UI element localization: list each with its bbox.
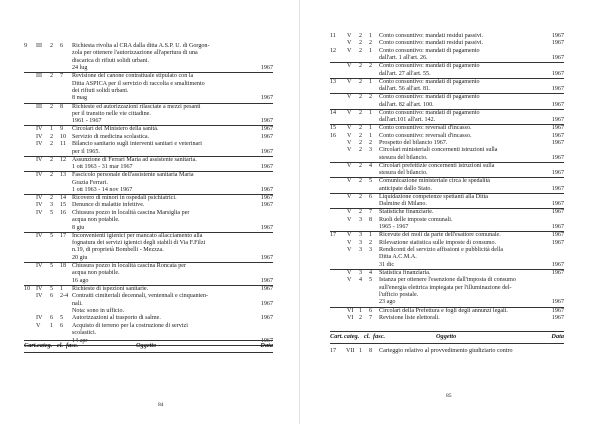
entry-data: 1967 [260, 315, 273, 322]
header-cart: Cart. [330, 333, 344, 340]
entry-cl: 3 [359, 216, 363, 223]
entry-categ: V [347, 209, 352, 216]
entry-oggetto: Conto consuntivo: reversali d'incasso. [379, 125, 472, 132]
entry-data: 1967 [551, 40, 564, 47]
entry-oggetto: Circolari prefettizie concernenti istruzioni sulla [379, 162, 495, 169]
entry-oggetto: Dalmine di Milano. [379, 201, 427, 208]
entry-cl: 2 [359, 63, 363, 70]
entry-categ: V [347, 277, 352, 284]
entry-row [330, 315, 564, 322]
entry-fasc: 10 [60, 133, 67, 140]
entry-fasc: 8 [369, 348, 373, 354]
entry-fasc: 13 [60, 172, 67, 179]
entry-oggetto: scolastici. [72, 330, 97, 337]
entry-cl: 2 [359, 132, 363, 139]
entry-cl: 2 [359, 147, 363, 154]
entry-oggetto: fognatura dei servizi igienici degli stabili di Via F.Filzi [72, 240, 206, 247]
entry-oggetto: dall'art. 27 all'art. 55. [379, 70, 431, 77]
entry-cl: 2 [359, 109, 363, 116]
entry-oggetto: Ricevute dei moli da parte dell'esattore comunale. [379, 232, 501, 239]
entry-fasc: 7 [369, 314, 373, 321]
entry-row [330, 147, 564, 154]
entry-categ: V [347, 125, 352, 132]
entry-categ: V [347, 78, 352, 85]
entry-categ: V [347, 178, 352, 185]
entry-fasc: 4 [369, 162, 373, 169]
entry-row [330, 140, 564, 147]
entry-cl: 6 [50, 293, 54, 300]
entry-cl: 2 [50, 172, 54, 179]
entry-categ: IV [36, 209, 43, 216]
entry-fasc: 15 [60, 202, 67, 209]
entry-oggetto: Chiusura pozzo in località cascina Roncata per [72, 262, 187, 269]
entry-categ: V [347, 63, 352, 70]
entry-fasc: 6 [60, 43, 64, 49]
entry-fasc: 17 [60, 232, 67, 239]
entry-categ: V [347, 94, 352, 101]
entry-categ: IV [36, 232, 43, 239]
entry-data: 1967 [551, 239, 564, 246]
entry-oggetto: acqua non potabile. [72, 270, 120, 277]
entry-oggetto: Circolari ministeriali concernenti istruzioni sulla [379, 147, 498, 154]
entry-oggetto: discarica di rifiuti solidi urbani. [72, 57, 149, 64]
entry-cl: 2 [359, 178, 363, 185]
entry-fasc: 7 [369, 209, 373, 216]
entry-data: 1967 [551, 154, 564, 161]
entry-fasc: 1 [369, 33, 373, 39]
entry-data: 1967 [260, 118, 273, 125]
header-categ: categ. [344, 333, 360, 340]
entry-data: 1967 [260, 95, 273, 102]
entry-oggetto: 24 lug [72, 65, 88, 72]
entry-cart: 16 [330, 132, 337, 139]
entry-categ: IV [36, 133, 43, 140]
entry-cart: 10 [24, 285, 31, 292]
entry-data: 1967 [260, 337, 273, 344]
entry-cl: 6 [50, 315, 54, 322]
entry-data: 1967 [551, 307, 564, 314]
entry-categ: VII [346, 348, 355, 354]
entry-oggetto: Richieste ed autorizzazioni rilasciate a mezzi pesanti [72, 103, 201, 110]
entry-data: 1967 [260, 133, 273, 140]
entry-data: 1967 [551, 269, 564, 276]
entry-oggetto: Ditta A.C.M.A. [379, 254, 417, 261]
entry-data: 1967 [260, 186, 273, 193]
entry-categ: V [36, 322, 41, 329]
entry-fasc: 11 [60, 141, 66, 148]
entry-oggetto: Carteggio relativo al provvedimento giudiziario contro [379, 348, 513, 354]
entry-cl: 2 [50, 73, 54, 80]
entry-cl: 5 [50, 285, 54, 292]
entry-oggetto: Fascicolo personale dell'assistente sanitaria Maria [72, 172, 194, 179]
entry-data: 1967 [551, 232, 564, 239]
entry-row [330, 270, 564, 277]
entry-cl: 2 [359, 314, 363, 321]
entry-fasc: 2-4 [60, 293, 69, 300]
entry-data: 1967 [551, 261, 564, 268]
entry-oggetto: Ricovero di minori in ospedali psichiatrici. [72, 195, 177, 202]
entry-row [330, 308, 564, 315]
entry-fasc: 5 [369, 178, 373, 185]
entry-oggetto: Revisione del canone contrattuale stipulato con la [72, 73, 194, 80]
entry-data: 1967 [260, 148, 273, 155]
entry-oggetto: Conto consuntivo: mandati di pagamento [379, 47, 480, 54]
entry-data: 1967 [260, 126, 273, 133]
entry-fasc: 4 [369, 269, 373, 276]
entry-oggetto: 8 giu [72, 224, 85, 231]
entry-cl: 2 [50, 195, 54, 202]
entry-cart: 13 [330, 78, 337, 85]
entry-categ: V [347, 47, 352, 54]
right-entries-list [330, 33, 564, 322]
entry-oggetto: stesura del bilancio. [379, 170, 428, 177]
entry-fasc: 9 [60, 126, 64, 133]
entry-data: 1967 [260, 285, 273, 292]
header-oggetto: Oggetto [436, 333, 457, 340]
entry-cl: 2 [50, 103, 54, 110]
entry-categ: V [347, 132, 352, 139]
entry-categ: IV [36, 315, 43, 322]
entry-row [330, 240, 564, 247]
entry-categ: IV [36, 285, 43, 292]
entry-oggetto: nali. [72, 300, 83, 307]
entry-oggetto: dei rifiuti solidi urbani. [72, 88, 129, 95]
entry-oggetto: dall'art. 82 all'art. 100. [379, 101, 434, 108]
entry-row [330, 163, 564, 170]
entry-data: 1967 [260, 300, 273, 307]
entry-cl: 2 [359, 125, 363, 132]
entry-oggetto: Ditta ASPICA per il servizio di raccolta e smaltimento [72, 80, 205, 87]
entry-fasc: 6 [369, 307, 373, 314]
header-fasc: fasc. [373, 333, 386, 340]
entry-row [330, 292, 564, 299]
entry-cl: 5 [50, 232, 54, 239]
right-column-headers [330, 333, 564, 343]
right-page-number: 85 [446, 393, 452, 399]
entry-oggetto: stesura del bilancio. [379, 154, 428, 161]
entry-categ: VI [347, 307, 354, 314]
entry-oggetto: Bilancio sanitario sugli interventi sanitari e veterinari [72, 141, 202, 148]
entry-categ: V [347, 139, 352, 146]
entry-cl: 2 [50, 43, 54, 49]
header-cl: cl. [57, 342, 64, 349]
entry-oggetto: Conto consuntivo: mandati residui passivi. [379, 40, 484, 47]
right-footer-bottom-rule [330, 343, 564, 344]
entry-categ: V [347, 193, 352, 200]
entry-cl: 3 [359, 239, 363, 246]
entry-categ: III [36, 73, 43, 80]
entry-oggetto: Denunce di malattie infettive. [72, 202, 145, 209]
entry-cl: 2 [359, 40, 363, 47]
entry-fasc: 1 [369, 132, 373, 139]
entry-data: 1967 [551, 201, 564, 208]
entry-fasc: 6 [60, 322, 64, 329]
entry-categ: V [347, 162, 352, 169]
entry-oggetto: 23 ago [379, 299, 396, 306]
entry-oggetto: Autorizzazioni al trasporto di salme. [72, 315, 161, 322]
entry-fasc: 1 [369, 47, 373, 54]
entry-fasc: 8 [369, 216, 373, 223]
entry-cl: 2 [359, 193, 363, 200]
entry-fasc: 18 [60, 262, 67, 269]
entry-data: 1967 [551, 299, 564, 306]
entry-fasc: 14 [60, 195, 67, 202]
header-categ: categ. [37, 342, 53, 349]
entry-fasc: 5 [60, 315, 64, 322]
left-page-number: 84 [158, 402, 164, 408]
entry-categ: IV [36, 195, 43, 202]
entry-categ: IV [36, 156, 43, 163]
entry-fasc: 6 [369, 193, 373, 200]
entry-cart: 15 [330, 125, 337, 132]
entry-row [330, 133, 564, 140]
entry-fasc: 12 [60, 156, 67, 163]
entry-oggetto: n.19, di proprietà Bombelli - Mezzza. [72, 247, 164, 254]
entry-oggetto: Istanza per ottenere l'esenzione dall'imposta di consumo [379, 277, 516, 284]
entry-cl: 3 [359, 246, 363, 253]
entry-oggetto: Chiusura pozzo in località cascina Marsiglia per [72, 209, 190, 216]
entry-oggetto: per il 1965. [72, 148, 100, 155]
entry-oggetto: Conto consuntivo: mandati di pagamento [379, 109, 480, 116]
entry-row [330, 209, 564, 216]
entry-data: 1967 [551, 101, 564, 108]
entry-cl: 2 [359, 94, 363, 101]
entry-fasc: 3 [369, 246, 373, 253]
entry-data: 1967 [551, 314, 564, 321]
entry-oggetto: Rilevazione statistica sulle imposte di consumo. [379, 239, 497, 246]
entry-row [330, 63, 564, 70]
entry-cart: 9 [24, 43, 28, 49]
entry-data: 1967 [551, 170, 564, 177]
entry-oggetto: 1 ott 1963 - 14 nov 1967 [72, 186, 133, 193]
entry-oggetto: 14 apr [72, 337, 88, 344]
entry-data: 1967 [551, 33, 564, 39]
entry-cl: 2 [359, 162, 363, 169]
entry-cl: 3 [359, 232, 363, 239]
entry-cart: 12 [330, 47, 337, 54]
header-data: Data [551, 333, 564, 340]
entry-oggetto: 31 dic [379, 261, 395, 268]
entry-cl: 3 [359, 269, 363, 276]
entry-data: 1967 [551, 132, 564, 139]
entry-oggetto: 20 giu [72, 254, 88, 261]
entry-categ: III [36, 43, 43, 49]
entry-oggetto: Statistica finanziaria. [379, 269, 431, 276]
entry-oggetto: Richiesta rivolta al CRA dalla ditta A.S.P. U. di Gorgon- [72, 43, 210, 49]
entry-categ: IV [36, 126, 43, 133]
entry-data: 1967 [551, 70, 564, 77]
entry-data: 1967 [260, 202, 273, 209]
entry-oggetto: sull'energia elettrica impiegata per l'illuminazione del- [379, 284, 512, 291]
entry-cl: 3 [50, 202, 54, 209]
entry-row [330, 110, 564, 117]
header-cl: cl. [364, 333, 371, 340]
entry-fasc: 7 [60, 73, 64, 80]
entry-row [330, 277, 564, 284]
entry-row [330, 33, 564, 40]
entry-data: 1967 [260, 224, 273, 231]
entry-fasc: 1 [369, 232, 373, 239]
entry-oggetto: per il transito nelle vie cittadine. [72, 110, 151, 117]
entry-categ: V [347, 269, 352, 276]
entry-categ: V [347, 246, 352, 253]
entry-fasc: 1 [369, 109, 373, 116]
entry-oggetto: Prospetto del bilancio 1967. [379, 139, 448, 146]
entry-cl: 2 [50, 133, 54, 140]
entry-row [330, 94, 564, 101]
entry-row [330, 79, 564, 86]
entry-cart: 11 [330, 33, 336, 39]
entry-cl: 1 [359, 307, 363, 314]
entry-row [330, 178, 564, 185]
entry-data: 1967 [260, 277, 273, 284]
entry-oggetto: l'ufficio postale. [379, 292, 419, 299]
entry-data: 1967 [551, 125, 564, 132]
entry-oggetto: Revisione liste elettorali. [379, 314, 440, 321]
entry-categ: V [347, 109, 352, 116]
entry-oggetto: Richieste di ispezioni sanitarie. [72, 285, 149, 292]
entry-row [330, 232, 564, 239]
entry-fasc: 2 [369, 63, 373, 70]
header-cart: Cart. [24, 342, 38, 349]
entry-oggetto: dall'art. 56 all'art. 81. [379, 86, 431, 93]
entry-oggetto: Conto consuntivo: mandati di pagamento [379, 63, 480, 70]
entry-oggetto: Assunzione di Ferrari Maria ad assistente sanitaria. [72, 156, 197, 163]
entry-data: 1967 [260, 254, 273, 261]
entry-row [330, 247, 564, 254]
entry-cl: 2 [359, 209, 363, 216]
entry-categ: V [347, 239, 352, 246]
entry-categ: V [347, 40, 352, 47]
entry-oggetto: 1 ott 1963 - 31 mar 1967 [72, 164, 133, 171]
entry-categ: IV [36, 262, 43, 269]
entry-oggetto: Conto consuntivo: mandati di pagamento [379, 94, 480, 101]
entry-oggetto: Servizio di medicina scolastica. [72, 133, 150, 140]
entry-fasc: 2 [369, 40, 373, 47]
entry-row [330, 40, 564, 47]
entry-fasc: 1 [369, 78, 373, 85]
entry-oggetto: dall'art. 1 all'art. 26. [379, 55, 428, 62]
entry-row [330, 254, 564, 261]
entry-oggetto: acqua non potabile. [72, 217, 120, 224]
entry-cl: 1 [359, 348, 363, 354]
entry-oggetto: Comunicazione ministeriale circa le spedalità [379, 178, 490, 185]
entry-cl: 2 [359, 139, 363, 146]
entry-row [330, 194, 564, 201]
entry-categ: III [36, 103, 43, 110]
entry-cl: 5 [50, 209, 54, 216]
header-data: Data [260, 342, 273, 349]
entry-oggetto: 16 ago [72, 277, 89, 284]
entry-categ: V [347, 147, 352, 154]
entry-cl: 2 [50, 141, 54, 148]
entry-cl: 2 [359, 78, 363, 85]
entry-fasc: 3 [369, 147, 373, 154]
entry-data: 1967 [551, 209, 564, 216]
entry-data: 1967 [260, 164, 273, 171]
entry-categ: IV [36, 141, 43, 148]
entry-data: 1967 [260, 65, 273, 72]
entry-data: 1967 [260, 195, 273, 202]
entry-oggetto: Circolari della Prefettura e fogli degli annunzi legali. [379, 307, 508, 314]
entry-categ: V [347, 216, 352, 223]
entry-cart: 17 [330, 348, 337, 354]
entry-oggetto: Ruoli delle imposte comunali. [379, 216, 453, 223]
entry-oggetto: Grazia Ferrari. [72, 179, 108, 186]
entry-fasc: 1 [369, 125, 373, 132]
entry-fasc: 2 [369, 139, 373, 146]
entry-fasc: 1 [60, 285, 64, 292]
entry-data: 1967 [551, 224, 564, 231]
entry-oggetto: Conto consuntivo: mandati di pagamento [379, 78, 480, 85]
entry-cart: 14 [330, 109, 337, 116]
entry-data: 1967 [551, 86, 564, 93]
entry-fasc: 8 [60, 103, 64, 110]
entry-oggetto: 1965 - 1967 [379, 224, 409, 231]
entry-fasc: 5 [369, 277, 373, 284]
entry-data: 1967 [551, 139, 564, 146]
entry-oggetto: 1961 - 1967 [72, 118, 102, 125]
right-footer-rule [330, 331, 564, 332]
entry-data: 1967 [551, 185, 564, 192]
entry-oggetto: Conto consuntivo: reversali d'incasso. [379, 132, 472, 139]
entry-oggetto: Liquidazione competenze spettanti alla Ditta [379, 193, 488, 200]
entry-oggetto: Acquisto di terreno per la costruzione di servizi [72, 322, 188, 329]
entry-cart: 17 [330, 232, 337, 239]
entry-oggetto: Rendiconti del servizio affissioni e pubblicità della [379, 246, 504, 253]
entry-oggetto: anticipate dallo Stato. [379, 185, 432, 192]
entry-categ: VI [347, 314, 354, 321]
entry-oggetto: 8 mag [72, 95, 88, 102]
entry-categ: IV [36, 172, 43, 179]
entry-cl: 2 [50, 156, 54, 163]
entry-cl: 2 [359, 33, 363, 39]
entry-oggetto: Contratti cimiteriali decennali, ventennali e cinquanten- [72, 293, 209, 300]
entry-categ: IV [36, 293, 43, 300]
entry-cl: 4 [359, 277, 363, 284]
entry-categ: V [347, 232, 352, 239]
entry-cl: 1 [50, 322, 54, 329]
entry-data: 1967 [551, 55, 564, 62]
entry-data: 1967 [551, 117, 564, 124]
entry-oggetto: Inconvenienti igienici per mancato allacciamento alla [72, 232, 203, 239]
entry-categ: IV [36, 202, 43, 209]
header-fasc: fasc. [66, 342, 79, 349]
entry-fasc: 2 [369, 94, 373, 101]
entry-categ: V [347, 33, 352, 39]
entry-oggetto: Circolari del Ministero della sanità. [72, 126, 159, 133]
entry-oggetto: dall'art.101 all'art. 142. [379, 117, 436, 124]
entry-row [330, 125, 564, 132]
entry-oggetto: Conto consuntivo: mandati residui passivi. [379, 33, 484, 39]
entry-cl: 1 [50, 126, 54, 133]
entry-fasc: 16 [60, 209, 67, 216]
entry-row [330, 48, 564, 55]
entry-oggetto: Nota: sono in ufficio. [72, 308, 125, 314]
entry-fasc: 2 [369, 239, 373, 246]
header-oggetto: Oggetto [136, 342, 157, 349]
entry-oggetto: zola per ottenere l'autorizzazione all'apertura di una [72, 50, 198, 57]
entry-row [330, 285, 564, 292]
entry-cl: 2 [359, 47, 363, 54]
entry-cl: 5 [50, 262, 54, 269]
entry-oggetto: Statistiche finanziarie. [379, 209, 434, 216]
entry-row [330, 217, 564, 224]
continuation-row [330, 348, 564, 356]
